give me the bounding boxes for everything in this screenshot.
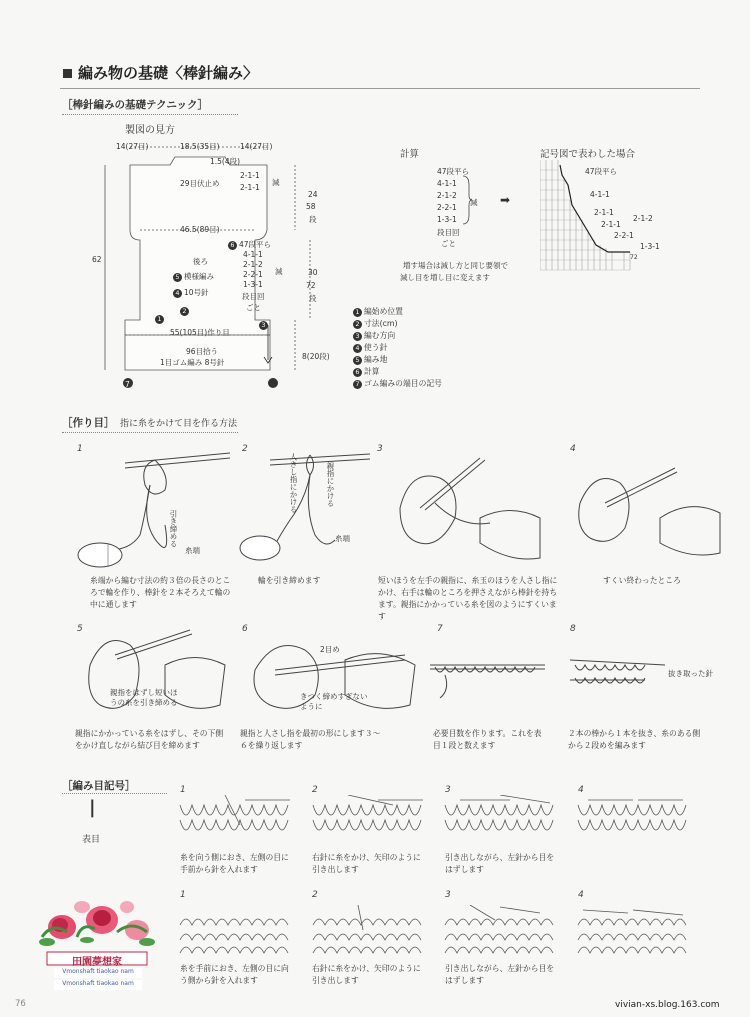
cast-on-step-6-caption: 親指と人さし指を最初の形にします３〜６を繰り返します bbox=[240, 729, 381, 750]
cast-on-step-1-illustration bbox=[70, 445, 230, 570]
pattern-cast-on: 55(105目)作り目 bbox=[170, 328, 230, 337]
calc-arrow-icon: ➡ bbox=[500, 193, 511, 207]
symbol-section-heading: ［編み目記号］ bbox=[62, 780, 136, 792]
pattern-pick-up: 96目拾う bbox=[186, 347, 219, 356]
pattern-dec-line-3: 2-2-1 bbox=[243, 270, 263, 279]
legend-item: 4 使う針 bbox=[353, 342, 442, 354]
stamp-name: 田園夢想家 bbox=[72, 957, 122, 968]
pattern-rib-label: 1目ゴム編み 8号針 bbox=[160, 358, 225, 367]
calc-note-2: 減し目を増し目に変えます bbox=[400, 273, 490, 282]
pattern-dec-label: 減 bbox=[275, 267, 283, 276]
pattern-top-mid: 18.5(35目) bbox=[180, 142, 220, 151]
title-rule bbox=[60, 88, 700, 89]
cast-on-step-3-illustration bbox=[380, 448, 550, 573]
pattern-heading: 製図の見方 bbox=[125, 125, 175, 136]
pattern-needle: 4 10号針 bbox=[173, 287, 209, 298]
pattern-top-left: 14(27目) bbox=[116, 142, 149, 151]
cast-on-step-3-caption: 短いほうを左手の親指に、糸玉のほうを人さし指にかけ、右手は輪のところを押さえながら棒針を持ちます。親指にかかっている糸を図のようにすくいます bbox=[378, 576, 558, 621]
pattern-body-unit: 段 bbox=[309, 294, 317, 303]
symbol-row1-caption-2: 右針に糸をかけ、矢印のように引き出します bbox=[312, 853, 421, 874]
pattern-side-height: 24 bbox=[308, 190, 318, 199]
symbol-chart-line-6: 1-3-1 bbox=[640, 242, 660, 251]
cast-on-step-num: 7 bbox=[437, 624, 443, 634]
symbol-step-num: 2 bbox=[312, 785, 318, 795]
cast-on-step-1-caption: 糸端から編む寸法の約３倍の長さのところで輪を作り、棒針を２本そろえて輪の中に通します bbox=[90, 576, 231, 609]
calc-line-1: 4-1-1 bbox=[437, 179, 457, 188]
step-1-label-pull: 引き締める bbox=[169, 510, 178, 548]
legend-item: 2 寸法(cm) bbox=[353, 318, 442, 330]
calc-brace bbox=[462, 175, 472, 225]
step-2-label-index: 人さし指にかける bbox=[289, 453, 298, 513]
legend-item: 3 編む方向 bbox=[353, 330, 442, 342]
pattern-dec-note-1: 段目回 bbox=[242, 292, 265, 301]
section-basic-rule bbox=[62, 114, 238, 115]
knit-symbol-name: 表目 bbox=[82, 835, 101, 845]
legend-item: 7 ゴム編みの端目の記号 bbox=[353, 378, 442, 390]
symbol-row2-caption-3: 引き出しながら、左針から目をはずします bbox=[445, 964, 555, 985]
cast-on-step-num: 4 bbox=[570, 444, 576, 454]
symbol-row2-caption-1: 糸を手前におき、左側の目に向う側から針を入れます bbox=[180, 964, 289, 985]
pattern-total-height: 62 bbox=[92, 255, 102, 264]
purl-swatch-4 bbox=[573, 905, 693, 960]
symbol-step-num: 4 bbox=[578, 890, 584, 900]
stamp-url-1: Vmonshaft tiaokao nam bbox=[62, 968, 134, 975]
cast-on-step-4-illustration bbox=[565, 448, 725, 573]
legend-item: 5 編み地 bbox=[353, 354, 442, 366]
stamp-url-2: Vmonshaft tiaokao nam bbox=[62, 980, 134, 987]
knit-swatch-2 bbox=[308, 795, 428, 850]
symbol-row1-caption-3: 引き出しながら、左針から目をはずします bbox=[445, 853, 555, 874]
symbol-chart-line-5: 2-2-1 bbox=[614, 231, 634, 240]
symbol-row1-caption-1: 糸を向う側におき、左側の目に手前から針を入れます bbox=[180, 853, 289, 874]
cast-on-step-4-caption: すくい終わったところ bbox=[603, 576, 681, 585]
cast-on-heading: ［作り目］ bbox=[62, 417, 115, 429]
calc-line-2: 2-1-2 bbox=[437, 191, 457, 200]
symbol-section-rule bbox=[62, 793, 167, 794]
pattern-stitch: 5 模様編み bbox=[173, 271, 214, 282]
symbol-step-num: 4 bbox=[578, 785, 584, 795]
purl-swatch-3 bbox=[440, 905, 560, 960]
step-6-label-not-tight: きつく締めすぎないように bbox=[300, 692, 368, 711]
cast-on-subtitle: 指に糸をかけて目を作る方法 bbox=[120, 419, 238, 429]
calc-note-rows-1: 段目回 bbox=[437, 228, 460, 237]
legend-item: 1 編始め位置 bbox=[353, 306, 442, 318]
cast-on-step-2-caption: 輪を引き締めます bbox=[258, 576, 321, 585]
section-basic-heading: ［棒針編みの基礎テクニック］ bbox=[62, 99, 208, 111]
step-6-label-second-stitch: 2目め bbox=[320, 645, 340, 654]
pattern-body-rows: 72 bbox=[306, 281, 316, 290]
page-number: 76 bbox=[15, 999, 26, 1009]
pattern-dec-block: 6 47段平ら bbox=[228, 239, 271, 250]
calc-heading: 計算 bbox=[400, 149, 420, 160]
cast-on-step-7-caption: 必要目数を作ります。これを表目１段と数えます bbox=[433, 729, 542, 750]
calc-line-0: 47段平ら bbox=[437, 167, 470, 176]
pattern-side-rows: 58 bbox=[306, 202, 316, 211]
watermark: vivian-xs.blog.163.com bbox=[615, 1000, 720, 1010]
pattern-top-right: 14(27目) bbox=[240, 142, 273, 151]
cast-on-step-2-illustration bbox=[235, 440, 370, 570]
cast-on-step-num: 5 bbox=[77, 624, 83, 634]
page-title: 編み物の基礎〈棒針編み〉 bbox=[63, 62, 258, 83]
knit-symbol: | bbox=[89, 797, 96, 818]
knit-swatch-3 bbox=[440, 795, 560, 850]
pattern-side-unit: 段 bbox=[309, 215, 317, 224]
cast-on-step-5-illustration bbox=[70, 625, 230, 725]
symbol-step-num: 3 bbox=[445, 785, 451, 795]
pattern-back-label: 後ろ bbox=[193, 257, 208, 266]
knit-swatch-4 bbox=[573, 795, 693, 850]
pattern-dec-line-2: 2-1-2 bbox=[243, 260, 263, 269]
calc-note-1: 増す場合は減し方と同じ要領で bbox=[403, 261, 508, 270]
pattern-neck-bindoff: 29目伏止め bbox=[180, 179, 220, 188]
pattern-neck-dec-label: 減 bbox=[272, 178, 280, 187]
pattern-width: 46.5(89目) bbox=[180, 225, 220, 234]
symbol-step-num: 1 bbox=[180, 785, 186, 795]
calc-line-3: 2-2-1 bbox=[437, 203, 457, 212]
pattern-dec-line-1: 4-1-1 bbox=[243, 250, 263, 259]
calc-note-rows-2: ごと bbox=[441, 239, 456, 248]
symbol-chart-line-3: 2-1-2 bbox=[633, 214, 653, 223]
symbol-chart-line-2: 2-1-1 bbox=[594, 208, 614, 217]
symbol-row2-caption-2: 右針に糸をかけ、矢印のように引き出します bbox=[312, 964, 421, 985]
purl-swatch-1 bbox=[175, 905, 295, 960]
legend-item: 6 計算 bbox=[353, 366, 442, 378]
symbol-chart-line-0: 47段平ら bbox=[585, 167, 618, 176]
pattern-rib-height: 8(20段) bbox=[302, 352, 330, 361]
pattern-neck-dec-1: 2-1-1 bbox=[240, 171, 260, 180]
symbol-step-num: 1 bbox=[180, 890, 186, 900]
step-2-label-thumb: 親指にかける bbox=[326, 462, 335, 507]
pattern-circle-3: 3 bbox=[259, 320, 270, 330]
pattern-dec-note-2: ごと bbox=[246, 303, 261, 312]
pattern-body-height: 30 bbox=[308, 268, 318, 277]
pattern-circle-2: 2 bbox=[180, 306, 191, 316]
symbol-chart-row-num: 72 bbox=[630, 254, 638, 261]
calc-line-4: 1-3-1 bbox=[437, 215, 457, 224]
cast-on-step-num: 8 bbox=[570, 624, 576, 634]
pattern-neck-dec-2: 2-1-1 bbox=[240, 183, 260, 192]
cast-on-step-5-caption: 親指にかかっている糸をはずし、その下側をかけ直しながら結び目を締めます bbox=[75, 729, 224, 750]
symbol-step-num: 3 bbox=[445, 890, 451, 900]
step-5-label: 親指をはずし短いほうの糸を引き締める bbox=[110, 688, 178, 707]
symbol-chart-heading: 記号図で表わした場合 bbox=[540, 149, 636, 160]
step-1-label-yarn-end: 糸端 bbox=[185, 546, 200, 555]
symbol-chart-line-1: 4-1-1 bbox=[590, 190, 610, 199]
cast-on-step-7-illustration bbox=[425, 650, 545, 700]
cast-on-step-8-caption: ２本の棒から１本を抜き、糸のある側から２段めを編みます bbox=[568, 729, 701, 750]
cast-on-step-8-illustration bbox=[565, 640, 675, 710]
cast-on-step-num: 2 bbox=[242, 444, 248, 454]
symbol-chart-grid bbox=[540, 160, 640, 280]
cast-on-step-num: 1 bbox=[77, 444, 83, 454]
symbol-chart-line-4: 2-1-1 bbox=[601, 220, 621, 229]
square-bullet-icon bbox=[63, 69, 72, 78]
symbol-step-num: 2 bbox=[312, 890, 318, 900]
pattern-neck-depth: 1.5(4段) bbox=[210, 157, 241, 166]
marker-circle-7-right bbox=[268, 378, 278, 388]
knit-swatch-1 bbox=[175, 795, 295, 850]
cast-on-step-num: 6 bbox=[242, 624, 248, 634]
purl-swatch-2 bbox=[308, 905, 428, 960]
step-2-label-yarn-end: 糸端 bbox=[335, 534, 350, 543]
pattern-circle-1: 1 bbox=[155, 314, 166, 324]
pattern-dec-line-4: 1-3-1 bbox=[243, 280, 263, 289]
step-8-label: 抜き取った針 bbox=[668, 669, 713, 678]
cast-on-rule bbox=[62, 432, 238, 433]
pattern-circle-7-label: 7 bbox=[125, 380, 130, 389]
cast-on-step-num: 3 bbox=[377, 444, 383, 454]
calc-dec-label: 減 bbox=[470, 198, 478, 207]
legend bbox=[353, 306, 442, 390]
